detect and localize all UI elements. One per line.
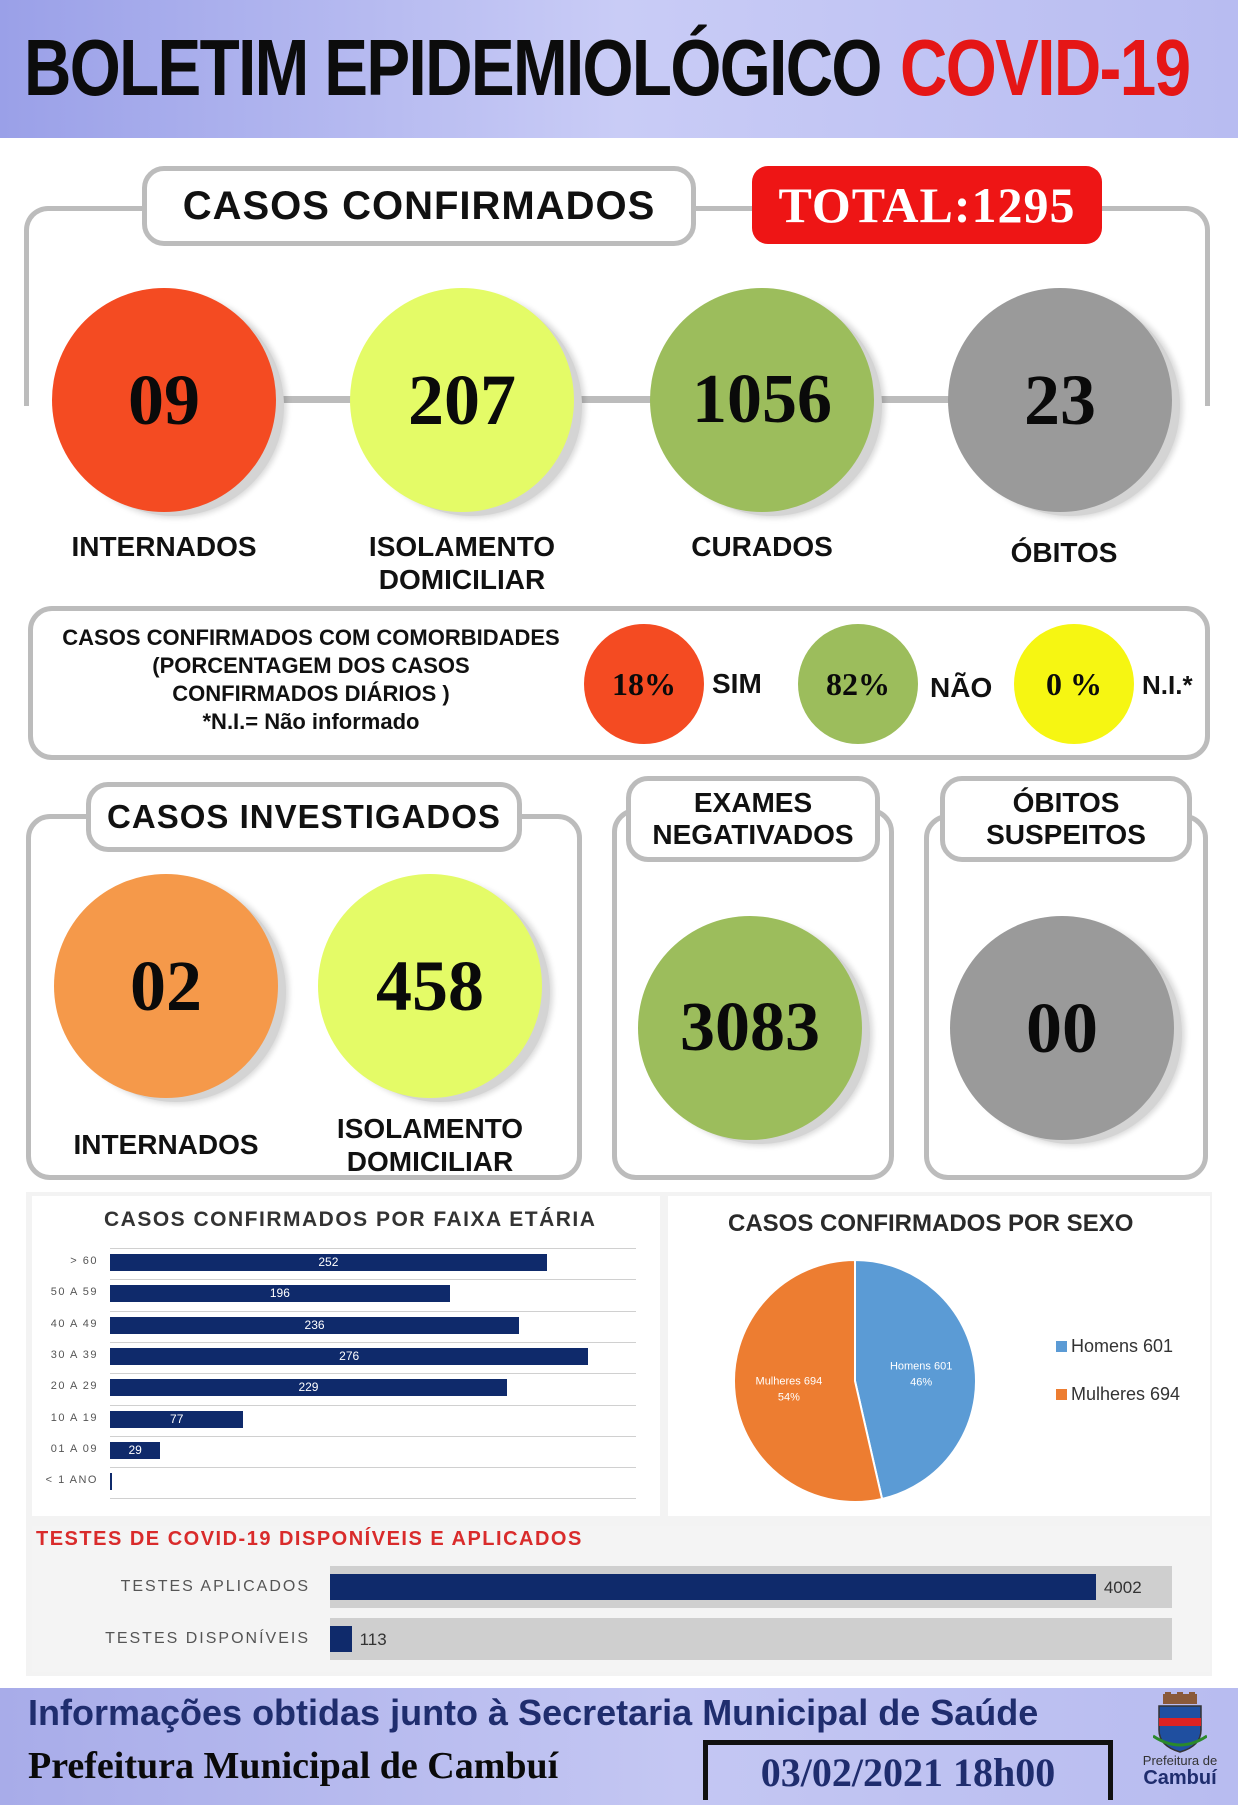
age-bar-label: 276 <box>339 1348 360 1363</box>
age-grid-line <box>110 1248 636 1249</box>
tests-bar-track <box>330 1618 1172 1660</box>
tests-bar <box>330 1574 1096 1600</box>
investigated-isolamento-caption-1: ISOLAMENTO <box>336 1113 524 1144</box>
age-tick-label: < 1 ANO <box>45 1474 98 1487</box>
logo-line-2: Cambuí <box>1143 1767 1217 1789</box>
tests-bar-label: 113 <box>359 1630 387 1649</box>
comorb-nao-label: NÃO <box>930 672 993 703</box>
comorbidities-line-4: *N.I.= Não informado <box>202 709 420 734</box>
investigated-isolamento-circle: 458 <box>318 874 542 1098</box>
age-bar-label: 229 <box>298 1380 319 1395</box>
age-tick-label: 10 A 19 <box>50 1411 98 1424</box>
logo-line-1: Prefeitura de <box>1142 1753 1218 1768</box>
suspect-deaths-label-1: ÓBITOS <box>1012 787 1120 818</box>
age-tick-label: 20 A 29 <box>50 1380 98 1393</box>
comorbidities-text <box>36 624 586 736</box>
comorb-sim-label: SIM <box>712 668 762 699</box>
comorb-ni-circle: 0 % <box>1014 624 1134 744</box>
curados-caption: CURADOS <box>691 531 833 562</box>
pie-slice-label: Mulheres 694 <box>755 1375 823 1388</box>
comorbidities-line-3: CONFIRMADOS DIÁRIOS ) <box>172 681 450 706</box>
comorb-nao-circle: 82% <box>798 624 918 744</box>
negative-circle: 3083 <box>638 916 862 1140</box>
age-chart <box>36 1244 646 1506</box>
legend-item-homens <box>1056 1336 1173 1357</box>
tests-chart <box>36 1560 1186 1670</box>
age-grid-line <box>110 1467 636 1468</box>
legend-label-homens: Homens 601 <box>1071 1336 1174 1356</box>
age-grid-line <box>110 1373 636 1374</box>
investigated-label: CASOS INVESTIGADOS <box>86 782 522 852</box>
curados-circle: 1056 <box>650 288 874 512</box>
age-tick-label: > 60 <box>70 1255 98 1267</box>
internados-circle: 09 <box>52 288 276 512</box>
sex-pie-chart <box>730 1256 980 1506</box>
age-grid-line <box>110 1436 636 1437</box>
investigated-internados-circle: 02 <box>54 874 278 1098</box>
coat-of-arms-icon <box>1153 1692 1207 1754</box>
age-grid-line <box>110 1311 636 1312</box>
legend-swatch-mulheres <box>1056 1389 1067 1400</box>
age-bar-label: 29 <box>128 1442 142 1457</box>
comorb-ni-label: N.I.* <box>1142 670 1193 700</box>
age-grid-line <box>110 1498 636 1499</box>
pie-slice-percent: 46% <box>910 1376 933 1389</box>
age-grid-line <box>110 1342 636 1343</box>
age-bar-label: 236 <box>304 1317 325 1332</box>
age-tick-label: 30 A 39 <box>50 1348 98 1361</box>
pie-slice-percent: 54% <box>777 1391 800 1404</box>
confirmed-label: CASOS CONFIRMADOS <box>142 166 696 246</box>
internados-caption: INTERNADOS <box>71 531 257 562</box>
age-tick-label: 50 A 59 <box>50 1286 98 1299</box>
cambui-logo <box>1130 1692 1230 1802</box>
age-bar <box>110 1473 112 1490</box>
tests-chart-title: TESTES DE COVID-19 DISPONÍVEIS E APLICADOS <box>36 1528 583 1550</box>
footer-prefeitura: Prefeitura Municipal de Cambuí <box>28 1745 559 1787</box>
age-bar-label: 196 <box>269 1286 290 1301</box>
bulletin-date: 03/02/2021 18h00 <box>703 1740 1113 1800</box>
age-bar-label: 252 <box>318 1255 339 1269</box>
age-grid-line <box>110 1405 636 1406</box>
sex-legend <box>1046 1326 1198 1418</box>
legend-label-mulheres: Mulheres 694 <box>1071 1384 1181 1404</box>
total-badge: TOTAL:1295 <box>752 166 1102 244</box>
comorbidities-line-2: (PORCENTAGEM DOS CASOS <box>152 653 470 678</box>
suspect-deaths-label-2: SUSPEITOS <box>986 819 1146 850</box>
age-tick-label: 40 A 49 <box>50 1317 98 1330</box>
comorb-sim-circle: 18% <box>584 624 704 744</box>
negative-label-2: NEGATIVADOS <box>652 819 854 850</box>
isolamento-circle: 207 <box>350 288 574 512</box>
tests-bar <box>330 1626 352 1652</box>
age-chart-title: CASOS CONFIRMADOS POR FAIXA ETÁRIA <box>104 1208 597 1231</box>
sex-chart-title: CASOS CONFIRMADOS POR SEXO <box>728 1210 1134 1237</box>
isolamento-caption-1: ISOLAMENTO <box>368 531 556 562</box>
pie-slice-label: Homens 601 <box>889 1360 953 1373</box>
age-bar-label: 77 <box>170 1411 184 1426</box>
suspect-deaths-label <box>940 776 1192 862</box>
obitos-circle: 23 <box>948 288 1172 512</box>
age-tick-label: 01 A 09 <box>50 1442 98 1455</box>
negative-label-1: EXAMES <box>693 787 813 818</box>
comorbidities-line-1: CASOS CONFIRMADOS COM COMORBIDADES <box>62 625 560 650</box>
tests-tick-label: TESTES APLICADOS <box>120 1578 310 1595</box>
obitos-caption: ÓBITOS <box>1010 537 1118 568</box>
tests-bar-label: 4002 <box>1103 1578 1142 1597</box>
isolamento-caption-2: DOMICILIAR <box>378 564 546 595</box>
footer-source: Informações obtidas junto à Secretaria Municipal de Saúde <box>28 1692 1039 1733</box>
page-title: BOLETIM EPIDEMIOLÓGICO <box>24 23 881 112</box>
legend-swatch-homens <box>1056 1341 1067 1352</box>
investigated-internados-caption: INTERNADOS <box>73 1129 259 1160</box>
suspect-deaths-circle: 00 <box>950 916 1174 1140</box>
negative-label <box>626 776 880 862</box>
tests-tick-label: TESTES DISPONÍVEIS <box>105 1630 310 1647</box>
investigated-isolamento-caption-2: DOMICILIAR <box>346 1146 514 1177</box>
age-grid-line <box>110 1279 636 1280</box>
page-title-highlight: COVID-19 <box>900 23 1190 112</box>
legend-item-mulheres <box>1056 1384 1180 1405</box>
